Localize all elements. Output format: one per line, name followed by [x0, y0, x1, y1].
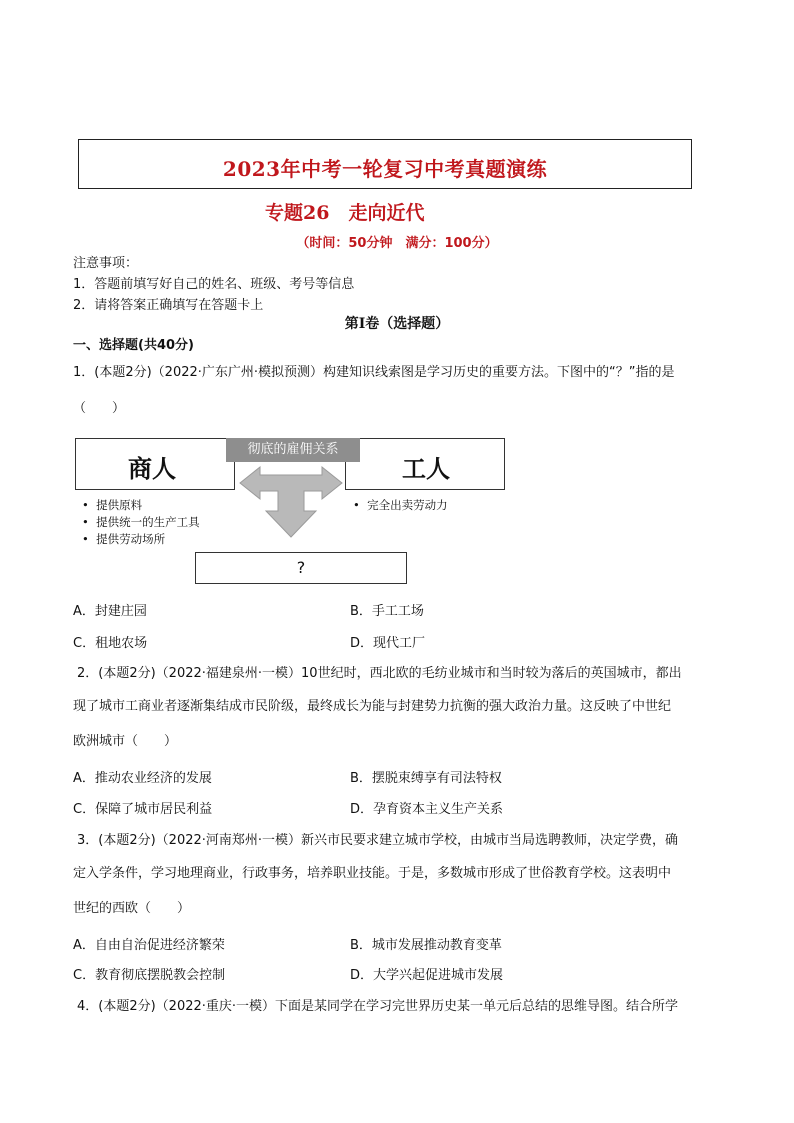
option: D．大学兴起促进城市发展: [350, 968, 504, 983]
question-3-line: 3．(本题2分)（2022·河南郑州·一模）新兴市民要求建立城市学校，由城市当局选聘教师，决定学费，确: [77, 833, 679, 848]
question-2-line: 欧洲城市（ ）: [73, 734, 178, 749]
sub-title: 专题26 走向近代: [265, 202, 425, 224]
question-mark-box: [195, 552, 407, 584]
option: A．推动农业经济的发展: [73, 771, 212, 786]
option: B．城市发展推动教育变革: [350, 938, 502, 953]
question-3-line: 世纪的西欧（ ）: [73, 901, 191, 916]
option: B．摆脱束缚享有司法特权: [350, 771, 502, 786]
notice-item: 1．答题前填写好自己的姓名、班级、考号等信息: [73, 277, 355, 292]
worker-box: [345, 438, 505, 490]
section-title: 一、选择题(共40分): [73, 338, 194, 353]
left-bullet-item: • 提供劳动场所: [82, 532, 166, 546]
option: C．保障了城市居民利益: [73, 802, 213, 817]
merchant-box: [75, 438, 235, 490]
question-mark: ?: [296, 558, 306, 577]
notice-heading: 注意事项：: [73, 256, 139, 271]
option: A．封建庄园: [73, 604, 147, 619]
title-box: [78, 139, 692, 189]
option: D．孕育资本主义生产关系: [350, 802, 504, 817]
left-bullet-item: • 提供统一的生产工具: [82, 515, 200, 529]
worker-label: 工人: [402, 454, 450, 483]
left-bullet-item: • 提供原料: [82, 498, 143, 512]
question-1-line: 1．(本题2分)（2022·广东广州·模拟预测）构建知识线索图是学习历史的重要方法。下图中的“？”指的是: [73, 365, 675, 380]
t-arrow-icon: [236, 465, 346, 540]
notice-item: 2．请将答案正确填写在答题卡上: [73, 298, 264, 313]
option: C．教育彻底摆脱教会控制: [73, 968, 226, 983]
question-3-line: 定入学条件，学习地理商业，行政事务，培养职业技能。于是，多数城市形成了世俗教育学校。这表明中: [73, 866, 672, 881]
relation-banner: 彻底的雇佣关系: [226, 438, 360, 462]
volume-title: 第I卷（选择题）: [344, 316, 450, 332]
question-1-line: （ ）: [73, 401, 126, 416]
option: B．手工工场: [350, 604, 424, 619]
merchant-label: 商人: [128, 454, 176, 483]
question-4-line: 4．(本题2分)（2022·重庆·一模）下面是某同学在学习完世界历史某一单元后总结的思维导图。结合所学: [77, 999, 679, 1014]
option: C．租地农场: [73, 636, 148, 651]
main-title: 2023年中考一轮复习中考真题演练: [222, 157, 548, 181]
option: D．现代工厂: [350, 636, 426, 651]
time-info: （时间：50分钟 满分：100分）: [296, 236, 498, 251]
question-2-line: 2．(本题2分)（2022·福建泉州·一模）10世纪时，西北欧的毛纺业城市和当时较为落后的英国城市，都出: [77, 666, 682, 681]
right-bullet-item: • 完全出卖劳动力: [353, 498, 448, 512]
question-2-line: 现了城市工商业者逐渐集结成市民阶级，最终成长为能与封建势力抗衡的强大政治力量。这反映了中世纪: [73, 699, 672, 714]
option: A．自由自治促进经济繁荣: [73, 938, 225, 953]
